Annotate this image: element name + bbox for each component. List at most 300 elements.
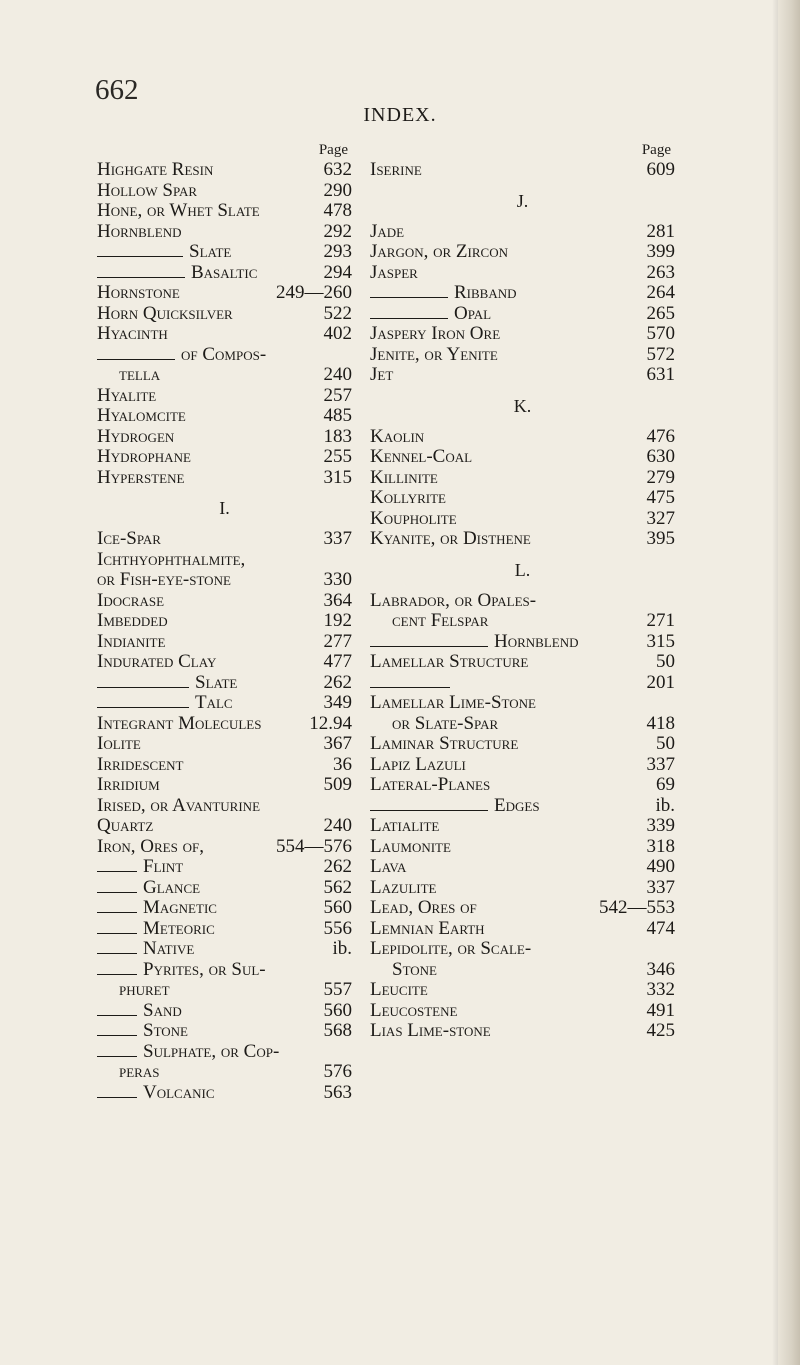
entry-label bbox=[370, 898, 477, 919]
index-entry-continuation bbox=[370, 714, 675, 735]
index-entry bbox=[97, 283, 352, 304]
index-entry bbox=[97, 222, 352, 243]
index-entry bbox=[370, 652, 675, 673]
page-ref: 399 bbox=[646, 241, 675, 262]
index-entry bbox=[370, 1001, 675, 1022]
page-ref: 271 bbox=[646, 610, 675, 631]
entry-label bbox=[370, 509, 457, 530]
ditto-rule bbox=[97, 974, 137, 975]
entry-label bbox=[370, 160, 422, 181]
entry-label bbox=[143, 898, 217, 919]
ditto-rule bbox=[97, 1015, 137, 1016]
entry-label-text: Hornblend bbox=[97, 220, 182, 242]
index-subentry bbox=[97, 939, 352, 960]
index-entry bbox=[370, 1021, 675, 1042]
index-subentry bbox=[97, 960, 352, 981]
index-subentry bbox=[370, 673, 675, 694]
index-entry bbox=[370, 427, 675, 448]
index-entry-continuation bbox=[370, 611, 675, 632]
index-subentry bbox=[97, 1021, 352, 1042]
entry-label-text: Kollyrite bbox=[370, 487, 446, 508]
page-ref: 330 bbox=[323, 569, 352, 590]
entry-label bbox=[191, 263, 257, 284]
entry-label-text: tella bbox=[119, 364, 161, 385]
entry-label bbox=[97, 796, 260, 817]
page-ref: 418 bbox=[646, 712, 675, 734]
entry-label-text: Leucite bbox=[370, 979, 428, 1000]
entry-label-text: Labrador, or Opales- bbox=[370, 589, 537, 611]
entry-label bbox=[97, 652, 216, 673]
index-entry bbox=[370, 468, 675, 489]
page-ref: 485 bbox=[323, 405, 352, 426]
entry-label-text: Laminar Structure bbox=[370, 733, 519, 754]
entry-label bbox=[189, 242, 231, 263]
ditto-rule bbox=[97, 687, 189, 688]
entry-label bbox=[97, 570, 231, 591]
entry-label-text: Lava bbox=[370, 856, 407, 877]
entry-label-text: Hydrogen bbox=[97, 425, 175, 447]
page-ref: 475 bbox=[646, 487, 675, 508]
ditto-rule bbox=[97, 277, 185, 278]
entry-label-text: Lias Lime-stone bbox=[370, 1020, 491, 1041]
ditto-rule bbox=[370, 646, 488, 647]
entry-label bbox=[370, 427, 424, 448]
page-ref: 364 bbox=[323, 589, 352, 611]
index-entry bbox=[370, 919, 675, 940]
index-entry bbox=[97, 529, 352, 550]
entry-label bbox=[143, 857, 183, 878]
entry-label-text: Jaspery Iron Ore bbox=[370, 323, 501, 344]
page-ref: 563 bbox=[323, 1081, 352, 1103]
entry-label-text: Slate bbox=[195, 671, 238, 693]
page-ref: 315 bbox=[323, 466, 352, 488]
entry-label bbox=[97, 324, 168, 345]
index-entry bbox=[370, 755, 675, 776]
index-entry bbox=[370, 447, 675, 468]
page-ref: 630 bbox=[646, 446, 675, 467]
page-ref: 367 bbox=[323, 733, 352, 754]
ditto-rule bbox=[97, 871, 137, 872]
entry-label-text: Lemnian Earth bbox=[370, 917, 485, 939]
page-ref: 327 bbox=[646, 507, 675, 529]
page-ref: 315 bbox=[646, 630, 675, 652]
entry-label-text: Quartz bbox=[97, 815, 154, 836]
page-ref: 557 bbox=[323, 979, 352, 1000]
entry-label-text: Killinite bbox=[370, 466, 438, 488]
index-entry bbox=[370, 345, 675, 366]
index-subentry bbox=[97, 673, 352, 694]
entry-label-text: or Slate-Spar bbox=[392, 712, 499, 734]
entry-label bbox=[494, 632, 579, 653]
page-ref: 560 bbox=[323, 999, 352, 1021]
ditto-rule bbox=[370, 318, 448, 319]
entry-label bbox=[97, 591, 164, 612]
page-ref: 292 bbox=[323, 220, 352, 242]
index-subentry bbox=[370, 304, 675, 325]
index-entry bbox=[97, 714, 352, 735]
entry-label-text: Integrant Molecules bbox=[97, 712, 262, 734]
index-entry bbox=[97, 755, 352, 776]
entry-label bbox=[143, 939, 194, 960]
index-entry bbox=[370, 365, 675, 386]
index-entry bbox=[370, 878, 675, 899]
entry-label bbox=[370, 529, 531, 550]
index-subentry bbox=[97, 1001, 352, 1022]
page-column-header: Page bbox=[641, 142, 671, 158]
index-entry bbox=[97, 796, 352, 817]
entry-label bbox=[370, 919, 485, 940]
page-ref: 339 bbox=[646, 815, 675, 836]
index-subentry bbox=[97, 242, 352, 263]
entry-label-text: Iolite bbox=[97, 733, 141, 754]
entry-label bbox=[97, 775, 160, 796]
entry-label bbox=[97, 160, 213, 181]
entry-label bbox=[97, 304, 233, 325]
index-entry bbox=[97, 304, 352, 325]
entry-label bbox=[454, 283, 517, 304]
entry-label bbox=[370, 755, 466, 776]
entry-label-text: Irridescent bbox=[97, 753, 184, 775]
entry-label bbox=[97, 714, 261, 735]
page-number: 662 bbox=[95, 74, 139, 106]
entry-label-text: Lazulite bbox=[370, 876, 437, 898]
page-ref: 554—576 bbox=[276, 835, 352, 857]
ditto-rule bbox=[370, 297, 448, 298]
index-subentry bbox=[97, 345, 352, 366]
entry-label-text: Leucostene bbox=[370, 999, 458, 1021]
ditto-rule bbox=[97, 892, 137, 893]
entry-label-text: Ice-Spar bbox=[97, 528, 161, 549]
entry-label-text: Talc bbox=[195, 692, 233, 713]
index-entry bbox=[370, 488, 675, 509]
page-ref: 240 bbox=[323, 815, 352, 836]
index-subentry bbox=[97, 1083, 352, 1104]
index-entry bbox=[370, 816, 675, 837]
entry-label bbox=[370, 652, 528, 673]
index-entry-continuation bbox=[97, 1062, 352, 1083]
entry-label bbox=[370, 857, 406, 878]
index-entry-continuation bbox=[97, 980, 352, 1001]
entry-label bbox=[97, 1062, 159, 1083]
entry-label bbox=[97, 837, 204, 858]
entry-label-text: Sulphate, or Cop- bbox=[143, 1040, 280, 1062]
entry-label bbox=[370, 263, 418, 284]
entry-label-text: Ichthyophthalmite, bbox=[97, 548, 246, 570]
entry-label bbox=[494, 796, 540, 817]
index-entry bbox=[97, 324, 352, 345]
entry-label-text: Meteoric bbox=[143, 917, 215, 939]
entry-label-text: Hyalomcite bbox=[97, 405, 186, 426]
page-ref: 263 bbox=[646, 261, 675, 283]
page-ref: 477 bbox=[323, 651, 352, 672]
index-entry bbox=[370, 939, 675, 960]
index-entry bbox=[370, 857, 675, 878]
page-ref: 522 bbox=[323, 302, 352, 324]
page-ref: 542—553 bbox=[599, 897, 675, 918]
page-ref: 337 bbox=[323, 528, 352, 549]
entry-label bbox=[195, 693, 233, 714]
entry-label-text: Lamellar Lime-Stone bbox=[370, 692, 536, 713]
entry-label-text: Lateral-Planes bbox=[370, 774, 491, 795]
ditto-rule bbox=[97, 953, 137, 954]
ditto-rule bbox=[97, 1097, 137, 1098]
entry-label-text: peras bbox=[119, 1061, 160, 1082]
entry-label bbox=[97, 980, 170, 1001]
page-ref: 425 bbox=[646, 1020, 675, 1041]
page-ref: ib. bbox=[655, 794, 675, 816]
entry-label bbox=[370, 324, 500, 345]
entry-label bbox=[370, 345, 498, 366]
page-ref: 402 bbox=[323, 323, 352, 344]
page-ref: 337 bbox=[646, 876, 675, 898]
index-entry bbox=[97, 816, 352, 837]
entry-label bbox=[97, 468, 184, 489]
entry-label bbox=[97, 755, 184, 776]
index-entry bbox=[370, 775, 675, 796]
page-ref: 281 bbox=[646, 220, 675, 242]
index-entry bbox=[97, 591, 352, 612]
page-ref: 290 bbox=[323, 179, 352, 201]
index-entry bbox=[97, 468, 352, 489]
page-ref: 572 bbox=[646, 343, 675, 365]
entry-label-text: Edges bbox=[494, 794, 540, 816]
entry-label bbox=[143, 878, 200, 899]
entry-label-text: Hone, or Whet Slate bbox=[97, 200, 260, 221]
entry-label bbox=[143, 1042, 279, 1063]
entry-label-text: Sand bbox=[143, 999, 182, 1021]
page-ref: 279 bbox=[646, 466, 675, 488]
page-ref: 490 bbox=[646, 856, 675, 877]
ditto-rule bbox=[97, 707, 189, 708]
entry-label bbox=[370, 468, 438, 489]
entry-label bbox=[97, 386, 156, 407]
entry-label bbox=[143, 1021, 188, 1042]
index-entry bbox=[370, 898, 675, 919]
index-entry bbox=[97, 447, 352, 468]
page-ref: 192 bbox=[323, 610, 352, 631]
ditto-rule bbox=[370, 810, 488, 811]
page-ref: 609 bbox=[646, 159, 675, 180]
index-entry bbox=[370, 324, 675, 345]
entry-label-text: Hollow Spar bbox=[97, 179, 198, 201]
entry-label-text: Glance bbox=[143, 876, 201, 898]
page-ref: 249—260 bbox=[276, 282, 352, 303]
index-entry-continuation bbox=[370, 960, 675, 981]
index-entry bbox=[97, 611, 352, 632]
entry-label bbox=[454, 304, 491, 325]
section-letter: L. bbox=[514, 559, 531, 580]
entry-label-text: Hyalite bbox=[97, 384, 157, 406]
page-ref: 257 bbox=[323, 384, 352, 406]
page-edge bbox=[778, 0, 800, 1365]
page-ref: 491 bbox=[646, 999, 675, 1021]
entry-label-text: Kaolin bbox=[370, 425, 425, 447]
entry-label bbox=[370, 693, 536, 714]
entry-label bbox=[370, 960, 437, 981]
ditto-rule bbox=[97, 1035, 137, 1036]
entry-label bbox=[370, 222, 404, 243]
entry-label-text: Hyperstene bbox=[97, 466, 185, 488]
page-ref: 12.94 bbox=[309, 712, 352, 734]
page-ref: 262 bbox=[323, 671, 352, 693]
entry-label bbox=[97, 447, 191, 468]
entry-label-text: Hornstone bbox=[97, 282, 180, 303]
entry-label-text: Latialite bbox=[370, 815, 440, 836]
index-column-right bbox=[370, 140, 675, 1042]
entry-label bbox=[370, 816, 439, 837]
index-entry bbox=[370, 980, 675, 1001]
index-entry bbox=[97, 427, 352, 448]
entry-label bbox=[97, 222, 182, 243]
running-head: INDEX. bbox=[363, 104, 437, 126]
page-ref: 183 bbox=[323, 425, 352, 447]
entry-label bbox=[370, 365, 393, 386]
index-entry bbox=[97, 570, 352, 591]
entry-label-text: Iron, Ores of, bbox=[97, 835, 204, 857]
index-entry bbox=[97, 386, 352, 407]
page-ref: 476 bbox=[646, 425, 675, 447]
index-entry bbox=[97, 734, 352, 755]
index-subentry bbox=[97, 919, 352, 940]
entry-label bbox=[97, 632, 165, 653]
entry-label-text: Irised, or Avanturine bbox=[97, 794, 261, 816]
page-ref: 576 bbox=[323, 1061, 352, 1082]
entry-label-text: Imbedded bbox=[97, 610, 168, 631]
entry-label bbox=[370, 611, 488, 632]
entry-label-text: Koupholite bbox=[370, 507, 457, 529]
index-entry-continuation bbox=[97, 365, 352, 386]
page-ref: 349 bbox=[323, 692, 352, 713]
page-ref: 265 bbox=[646, 302, 675, 324]
entry-label bbox=[370, 939, 531, 960]
entry-label-text: Native bbox=[143, 938, 195, 959]
page-ref: 631 bbox=[646, 364, 675, 385]
index-entry bbox=[97, 837, 352, 858]
entry-label-text: phuret bbox=[119, 979, 170, 1000]
entry-label-text: Indianite bbox=[97, 630, 166, 652]
ditto-rule bbox=[97, 1056, 137, 1057]
entry-label-text: Highgate Resin bbox=[97, 159, 214, 180]
index-entry bbox=[370, 160, 675, 181]
entry-label-text: or Fish-eye-stone bbox=[97, 569, 231, 590]
page-ref: 632 bbox=[323, 159, 352, 180]
entry-label bbox=[143, 1001, 182, 1022]
entry-label bbox=[97, 427, 174, 448]
entry-label-text: Irridium bbox=[97, 774, 160, 795]
entry-label bbox=[97, 611, 168, 632]
entry-label bbox=[97, 529, 161, 550]
entry-label-text: Jenite, or Yenite bbox=[370, 343, 498, 365]
entry-label-text: Lapiz Lazuli bbox=[370, 753, 466, 775]
index-entry bbox=[97, 775, 352, 796]
index-entry bbox=[370, 734, 675, 755]
index-entry bbox=[370, 509, 675, 530]
page-ref: 570 bbox=[646, 323, 675, 344]
index-entry bbox=[97, 550, 352, 571]
index-subentry bbox=[370, 632, 675, 653]
page-ref: 568 bbox=[323, 1020, 352, 1041]
entry-label bbox=[143, 1083, 215, 1104]
index-subentry bbox=[97, 898, 352, 919]
entry-label-text: Lead, Ores of bbox=[370, 897, 477, 918]
entry-label-text: of Compos- bbox=[181, 343, 267, 365]
index-entry bbox=[370, 263, 675, 284]
page-ref: 240 bbox=[323, 364, 352, 385]
index-entry bbox=[97, 406, 352, 427]
entry-label-text: Hyacinth bbox=[97, 323, 168, 344]
page-ref: 69 bbox=[656, 774, 675, 795]
entry-label-text: Stone bbox=[392, 958, 437, 980]
page-ref: 395 bbox=[646, 528, 675, 549]
entry-label bbox=[195, 673, 237, 694]
ditto-rule bbox=[370, 687, 450, 688]
page-ref: 346 bbox=[646, 958, 675, 980]
page-ref: 294 bbox=[323, 261, 352, 283]
page-ref: 332 bbox=[646, 979, 675, 1000]
entry-label bbox=[370, 837, 451, 858]
entry-label-text: Basaltic bbox=[191, 261, 258, 283]
index-entry bbox=[97, 181, 352, 202]
index-entry bbox=[370, 242, 675, 263]
ditto-rule bbox=[97, 933, 137, 934]
entry-label bbox=[370, 714, 498, 735]
entry-label-text: Hydrophane bbox=[97, 446, 191, 467]
index-column-left bbox=[97, 140, 352, 1103]
page-ref: 201 bbox=[646, 671, 675, 693]
index-subentry bbox=[97, 878, 352, 899]
page-ref: 478 bbox=[323, 200, 352, 221]
index-entry bbox=[370, 222, 675, 243]
ditto-rule bbox=[97, 912, 137, 913]
page-ref: 293 bbox=[323, 241, 352, 262]
section-letter: K. bbox=[513, 395, 532, 416]
entry-label-text: Iserine bbox=[370, 159, 422, 180]
page-ref: 255 bbox=[323, 446, 352, 467]
entry-label-text: Flint bbox=[143, 856, 184, 877]
page-ref: 50 bbox=[656, 651, 675, 672]
entry-label-text: Jargon, or Zircon bbox=[370, 241, 508, 262]
index-subentry bbox=[370, 796, 675, 817]
index-subentry bbox=[97, 857, 352, 878]
entry-label-text: Kennel-Coal bbox=[370, 446, 473, 467]
entry-label-text: Jade bbox=[370, 220, 405, 242]
page-column-header: Page bbox=[318, 142, 348, 158]
entry-label bbox=[97, 816, 153, 837]
page-ref: 562 bbox=[323, 876, 352, 898]
index-entry bbox=[97, 160, 352, 181]
entry-label-text: Opal bbox=[454, 302, 492, 324]
index-entry bbox=[370, 529, 675, 550]
entry-label bbox=[370, 1001, 457, 1022]
entry-label bbox=[143, 960, 266, 981]
entry-label bbox=[143, 919, 215, 940]
index-subentry bbox=[97, 693, 352, 714]
entry-label-text: Indurated Clay bbox=[97, 651, 217, 672]
entry-label bbox=[370, 775, 490, 796]
entry-label-text: Slate bbox=[189, 241, 232, 262]
entry-label bbox=[97, 365, 160, 386]
index-subentry bbox=[370, 283, 675, 304]
ditto-rule bbox=[97, 256, 183, 257]
entry-label-text: Laumonite bbox=[370, 835, 451, 857]
entry-label-text: Jet bbox=[370, 364, 394, 385]
index-entry bbox=[97, 652, 352, 673]
entry-label bbox=[370, 1021, 491, 1042]
entry-label bbox=[97, 201, 260, 222]
index-entry bbox=[370, 591, 675, 612]
index-entry bbox=[97, 201, 352, 222]
entry-label-text: Hornblend bbox=[494, 630, 579, 652]
